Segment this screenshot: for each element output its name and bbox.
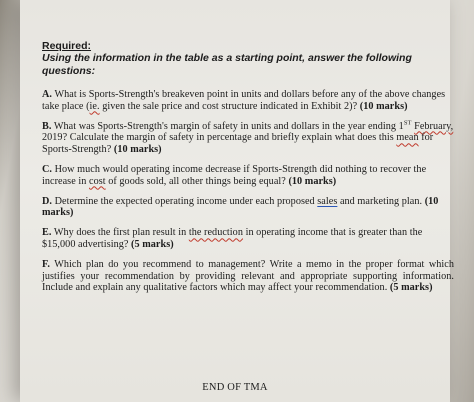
question-e [42, 227, 454, 250]
question-b-date-word: February, [414, 120, 454, 132]
question-f [42, 259, 454, 294]
question-c-marks: (10 marks) [288, 175, 337, 187]
question-d-letter: D. [42, 195, 53, 207]
question-b-mean-word: mean [396, 132, 419, 144]
question-c [42, 164, 454, 187]
question-e-text-2: in operating income that is greater than the $15,000 advertising? [42, 227, 423, 250]
question-a [42, 89, 454, 112]
question-c-text-1: How much would operating income decrease if Sports-Strength did nothing to recover the increase in [42, 163, 427, 187]
question-c-text-2: of goods sold, all other things being equal? [105, 175, 289, 187]
required-heading: Required: [42, 40, 92, 52]
question-c-letter: C. [42, 163, 53, 175]
question-f-marks: (5 marks) [389, 282, 433, 294]
question-b-marks: (10 marks) [113, 143, 162, 155]
paper-page [20, 0, 454, 402]
question-b-text-1: What was Sports-Strength's margin of safety in units and dollars in the year ending 1 [53, 120, 404, 132]
question-e-marks: (5 marks) [131, 238, 174, 250]
question-e-letter: E. [42, 227, 52, 239]
question-sheet [42, 40, 454, 302]
instruction-text: Using the information in the table as a starting point, answer the following questions: [42, 52, 412, 77]
question-a-marks: (10 marks) [359, 100, 408, 112]
question-d-sales-word: sales [317, 195, 338, 207]
question-a-text-1: What is Sports-Strength's breakeven point in units and dollars before any of the above changes take place ( [42, 89, 446, 112]
question-d-marks: (10 marks) [42, 195, 439, 219]
question-f-letter: F. [42, 259, 50, 271]
question-a-letter: A. [42, 89, 53, 100]
question-e-reduction-phrase: the reduction [188, 227, 243, 239]
question-b-text-2: 2019? Calculate the margin of safety in percentage and briefly explain what does this [42, 132, 397, 144]
question-b-letter: B. [42, 120, 52, 132]
question-c-cost-word: cost [89, 175, 106, 187]
end-of-tma-label: END OF TMA [202, 382, 268, 393]
question-a-ie: ie. [89, 100, 100, 112]
question-d-text-2: and marketing plan. [337, 195, 425, 207]
question-d [42, 196, 454, 219]
question-a-text-2: given the sale price and cost structure indicated in Exhibit 2)? [99, 100, 360, 112]
question-b [42, 121, 454, 156]
question-e-text-1: Why does the first plan result in [53, 227, 189, 239]
question-f-text-1: Which plan do you recommend to management? Write a memo in the proper format which justifies your recommendation by providing relevant and appropriate supporting information. Include and explain any qualitative factors which may affect your recommendation. [42, 259, 454, 294]
question-b-superscript: ST [403, 119, 412, 127]
question-b-text-3: for Sports-Strength? [42, 132, 434, 155]
question-d-text-1: Determine the expected operating income under each proposed [54, 195, 318, 207]
